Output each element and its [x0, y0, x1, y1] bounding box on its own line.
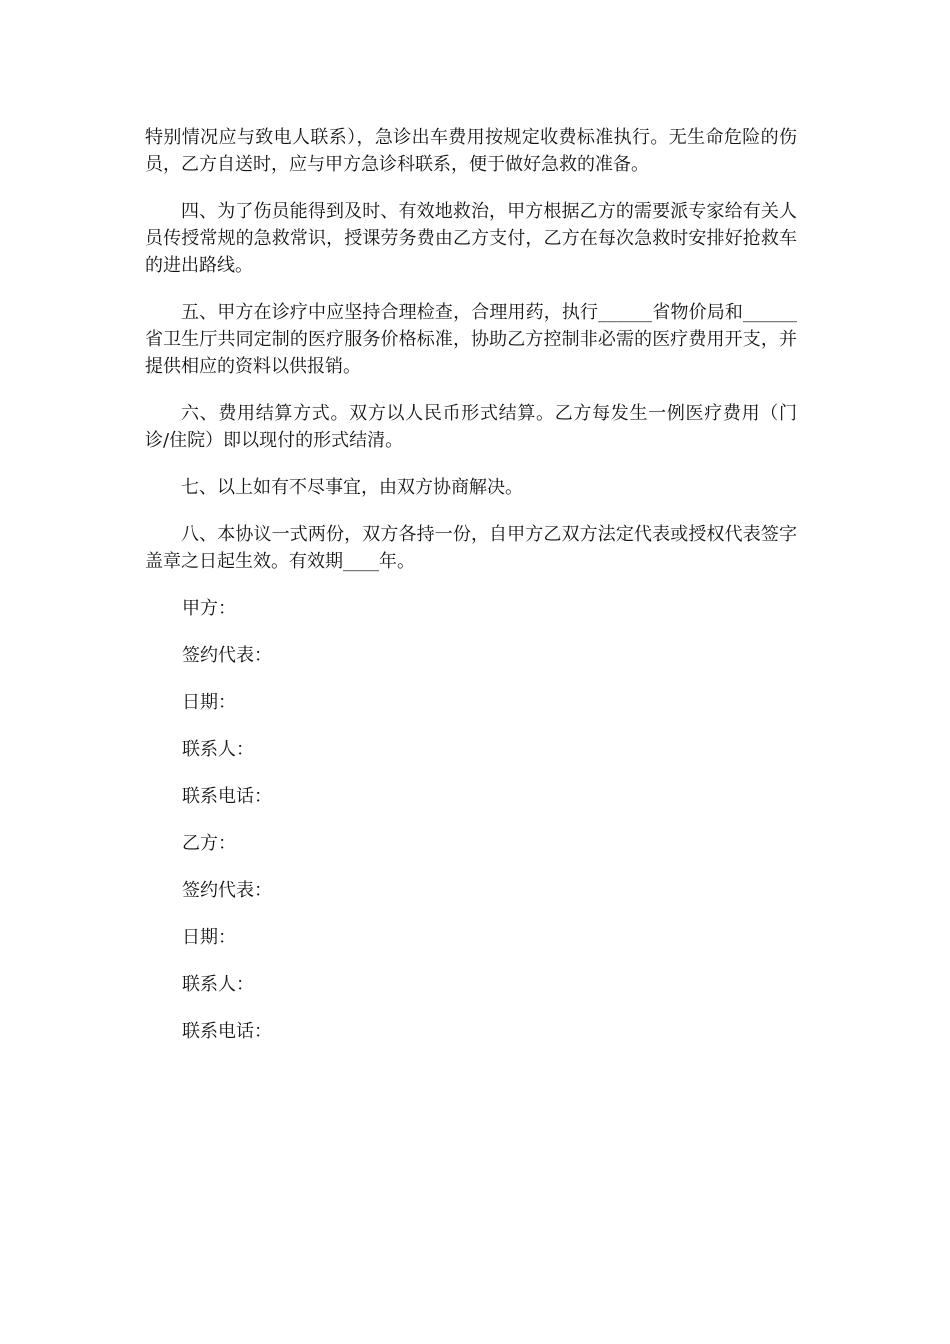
party-a-phone-label: 联系电话： [182, 786, 272, 807]
party-a-label: 甲方： [182, 598, 236, 619]
signature-block-party-a [145, 595, 797, 810]
paragraph-clause-eight: 八、本协议一式两份，双方各持一份，自甲方乙双方法定代表或授权代表签字盖章之日起生效。有效期____年。 [145, 524, 797, 572]
signature-block-party-b [145, 830, 797, 1045]
paragraph-emergency-fees: 特别情况应与致电人联系），急诊出车费用按规定收费标准执行。无生命危险的伤员，乙方自送时，应与甲方急诊科联系，便于做好急救的准备。 [145, 127, 797, 175]
party-b-phone-label: 联系电话： [182, 1021, 272, 1042]
party-b-representative-label: 签约代表： [182, 880, 272, 901]
paragraph-clause-seven: 七、以上如有不尽事宜，由双方协商解决。 [181, 477, 523, 498]
paragraph-clause-four: 四、为了伤员能得到及时、有效地救治，甲方根据乙方的需要派专家给有关人员传授常规的急救常识，授课劳务费由乙方支付，乙方在每次急救时安排好抢救车的进出路线。 [145, 201, 797, 276]
document-body [145, 124, 797, 1065]
party-b-label: 乙方： [182, 833, 236, 854]
party-a-representative-label: 签约代表： [182, 645, 272, 666]
party-b-contact-label: 联系人： [182, 974, 254, 995]
paragraph-clause-five: 五、甲方在诊疗中应坚持合理检查，合理用药，执行______省物价局和______省卫生厅共同定制的医疗服务价格标准，协助乙方控制非必需的医疗费用开支，并提供相应的资料以供报销。 [145, 302, 797, 377]
party-a-date-label: 日期： [182, 692, 236, 713]
party-b-date-label: 日期： [182, 927, 236, 948]
party-a-contact-label: 联系人： [182, 739, 254, 760]
paragraph-clause-six: 六、费用结算方式。双方以人民币形式结算。乙方每发生一例医疗费用（门诊/住院）即以现付的形式结清。 [145, 403, 797, 451]
